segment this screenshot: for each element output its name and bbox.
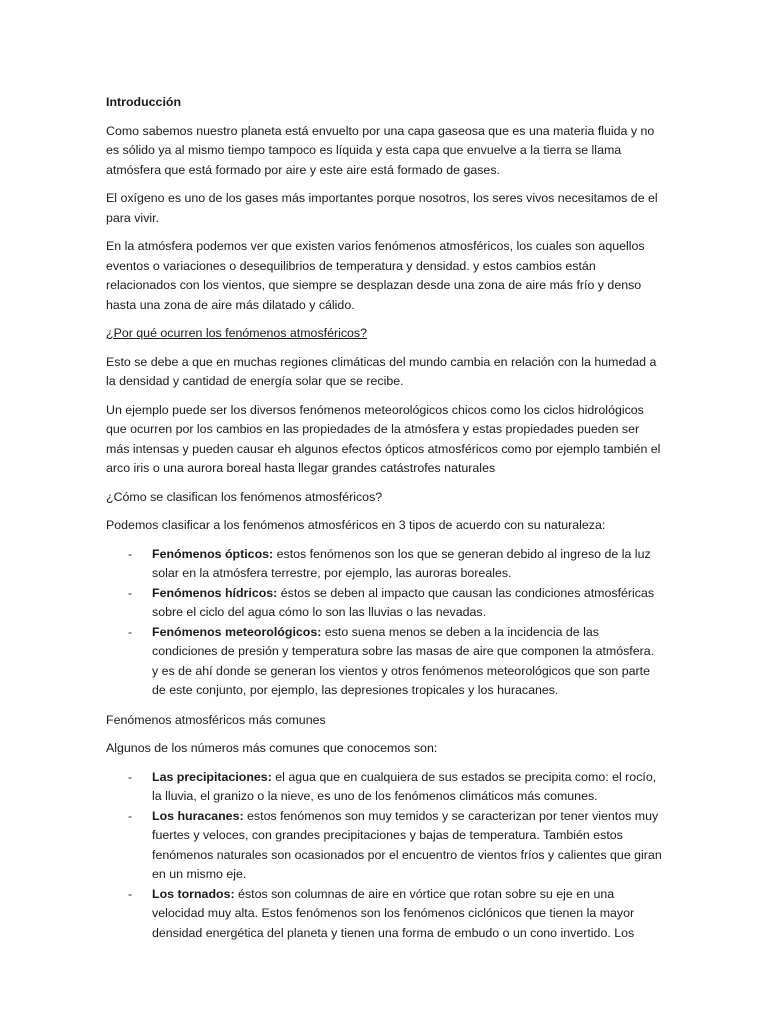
list-item-text: estos fenómenos son los que se generan debido al ingreso de la luz solar en la atmósfera terrestre, por ejemplo, las auroras boreales. — [152, 546, 651, 580]
list-item-term: Fenómenos ópticos: — [152, 546, 274, 561]
paragraph: Algunos de los números más comunes que conocemos son: — [106, 741, 438, 755]
list-item — [106, 768, 662, 807]
list-item-term: Fenómenos meteorológicos: — [152, 624, 322, 639]
list-item — [106, 584, 662, 623]
paragraph: Como sabemos nuestro planeta está envuelto por una capa gaseosa que es una materia fluida y no es sólido ya al mismo tiempo tampoco es líquida y esta capa que envuelve a la tierra se llama atmósfera que está formado por aire y este aire está formado de gases. — [106, 123, 655, 177]
paragraph: Esto se debe a que en muchas regiones climáticas del mundo cambia en relación con la humedad a la densidad y cantidad de energía solar que se recibe. — [106, 354, 657, 388]
paragraph: Un ejemplo puede ser los diversos fenómenos meteorológicos chicos como los ciclos hidrológicos que ocurren por los cambios en las propiedades de la atmósfera y estas propiedades pueden ser más intensas y pueden causar eh algunos efectos ópticos atmosféricos como por ejemplo también el arco iris o una aurora boreal hasta llegar grandes catástrofes naturales — [106, 402, 661, 475]
section-heading-introduccion: Introducción — [106, 95, 182, 109]
types-list — [106, 545, 662, 701]
list-item-text: el agua que en cualquiera de sus estados se precipita como: el rocío, la lluvia, el granizo o la nieve, es uno de los fenómenos climáticos más comunes. — [152, 769, 657, 803]
section-heading-como: ¿Cómo se clasifican los fenómenos atmosféricos? — [106, 489, 383, 504]
section-heading-comunes: Fenómenos atmosféricos más comunes — [106, 712, 326, 727]
list-item-term: Los huracanes: — [152, 808, 244, 823]
list-item-term: Los tornados: — [152, 886, 235, 901]
paragraph: Podemos clasificar a los fenómenos atmosféricos en 3 tipos de acuerdo con su naturaleza: — [106, 518, 606, 532]
paragraph: En la atmósfera podemos ver que existen varios fenómenos atmosféricos, los cuales son aquellos eventos o variaciones o desequilibrios de temperatura y densidad. y estos cambios están relacionados con los vientos, que siempre se desplazan desde una zona de aire más frío y denso hasta una zona de aire más dilatado y cálido. — [106, 239, 645, 312]
section-heading-por-que: ¿Por qué ocurren los fenómenos atmosféricos? — [106, 326, 368, 340]
list-item-text: éstos son columnas de aire en vórtice que rotan sobre su eje en una velocidad muy alta. Estos fenómenos son los fenómenos ciclónicos que tienen la mayor densidad energética del planeta y tienen una forma de embudo o un cono invertido. Los — [152, 886, 635, 940]
list-item — [106, 885, 662, 944]
list-item-text: éstos se deben al impacto que causan las condiciones atmosféricas sobre el ciclo del agua cómo lo son las lluvias o las nevadas. — [152, 585, 655, 619]
list-item — [106, 807, 662, 885]
common-list — [106, 768, 662, 944]
list-item-term: Las precipitaciones: — [152, 769, 272, 784]
list-item — [106, 545, 662, 584]
paragraph: El oxígeno es uno de los gases más importantes porque nosotros, los seres vivos necesitamos de el para vivir. — [106, 191, 658, 225]
list-item-text: estos fenómenos son muy temidos y se caracterizan por tener vientos muy fuertes y veloces, con grandes precipitaciones y bajas de temperatura. También estos fenómenos naturales son ocasionados por el encuentro de vientos fríos y calientes que giran en un mismo eje. — [152, 808, 662, 881]
list-item-term: Fenómenos hídricos: — [152, 585, 278, 600]
list-item-text: esto suena menos se deben a la incidencia de las condiciones de presión y temperatura sobre las masas de aire que componen la atmósfera. y es de ahí donde se generan los vientos y otros fenómenos meteorológicos que son parte de este conjunto, por ejemplo, las depresiones tropicales y los huracanes. — [152, 624, 655, 697]
list-item — [106, 623, 662, 701]
